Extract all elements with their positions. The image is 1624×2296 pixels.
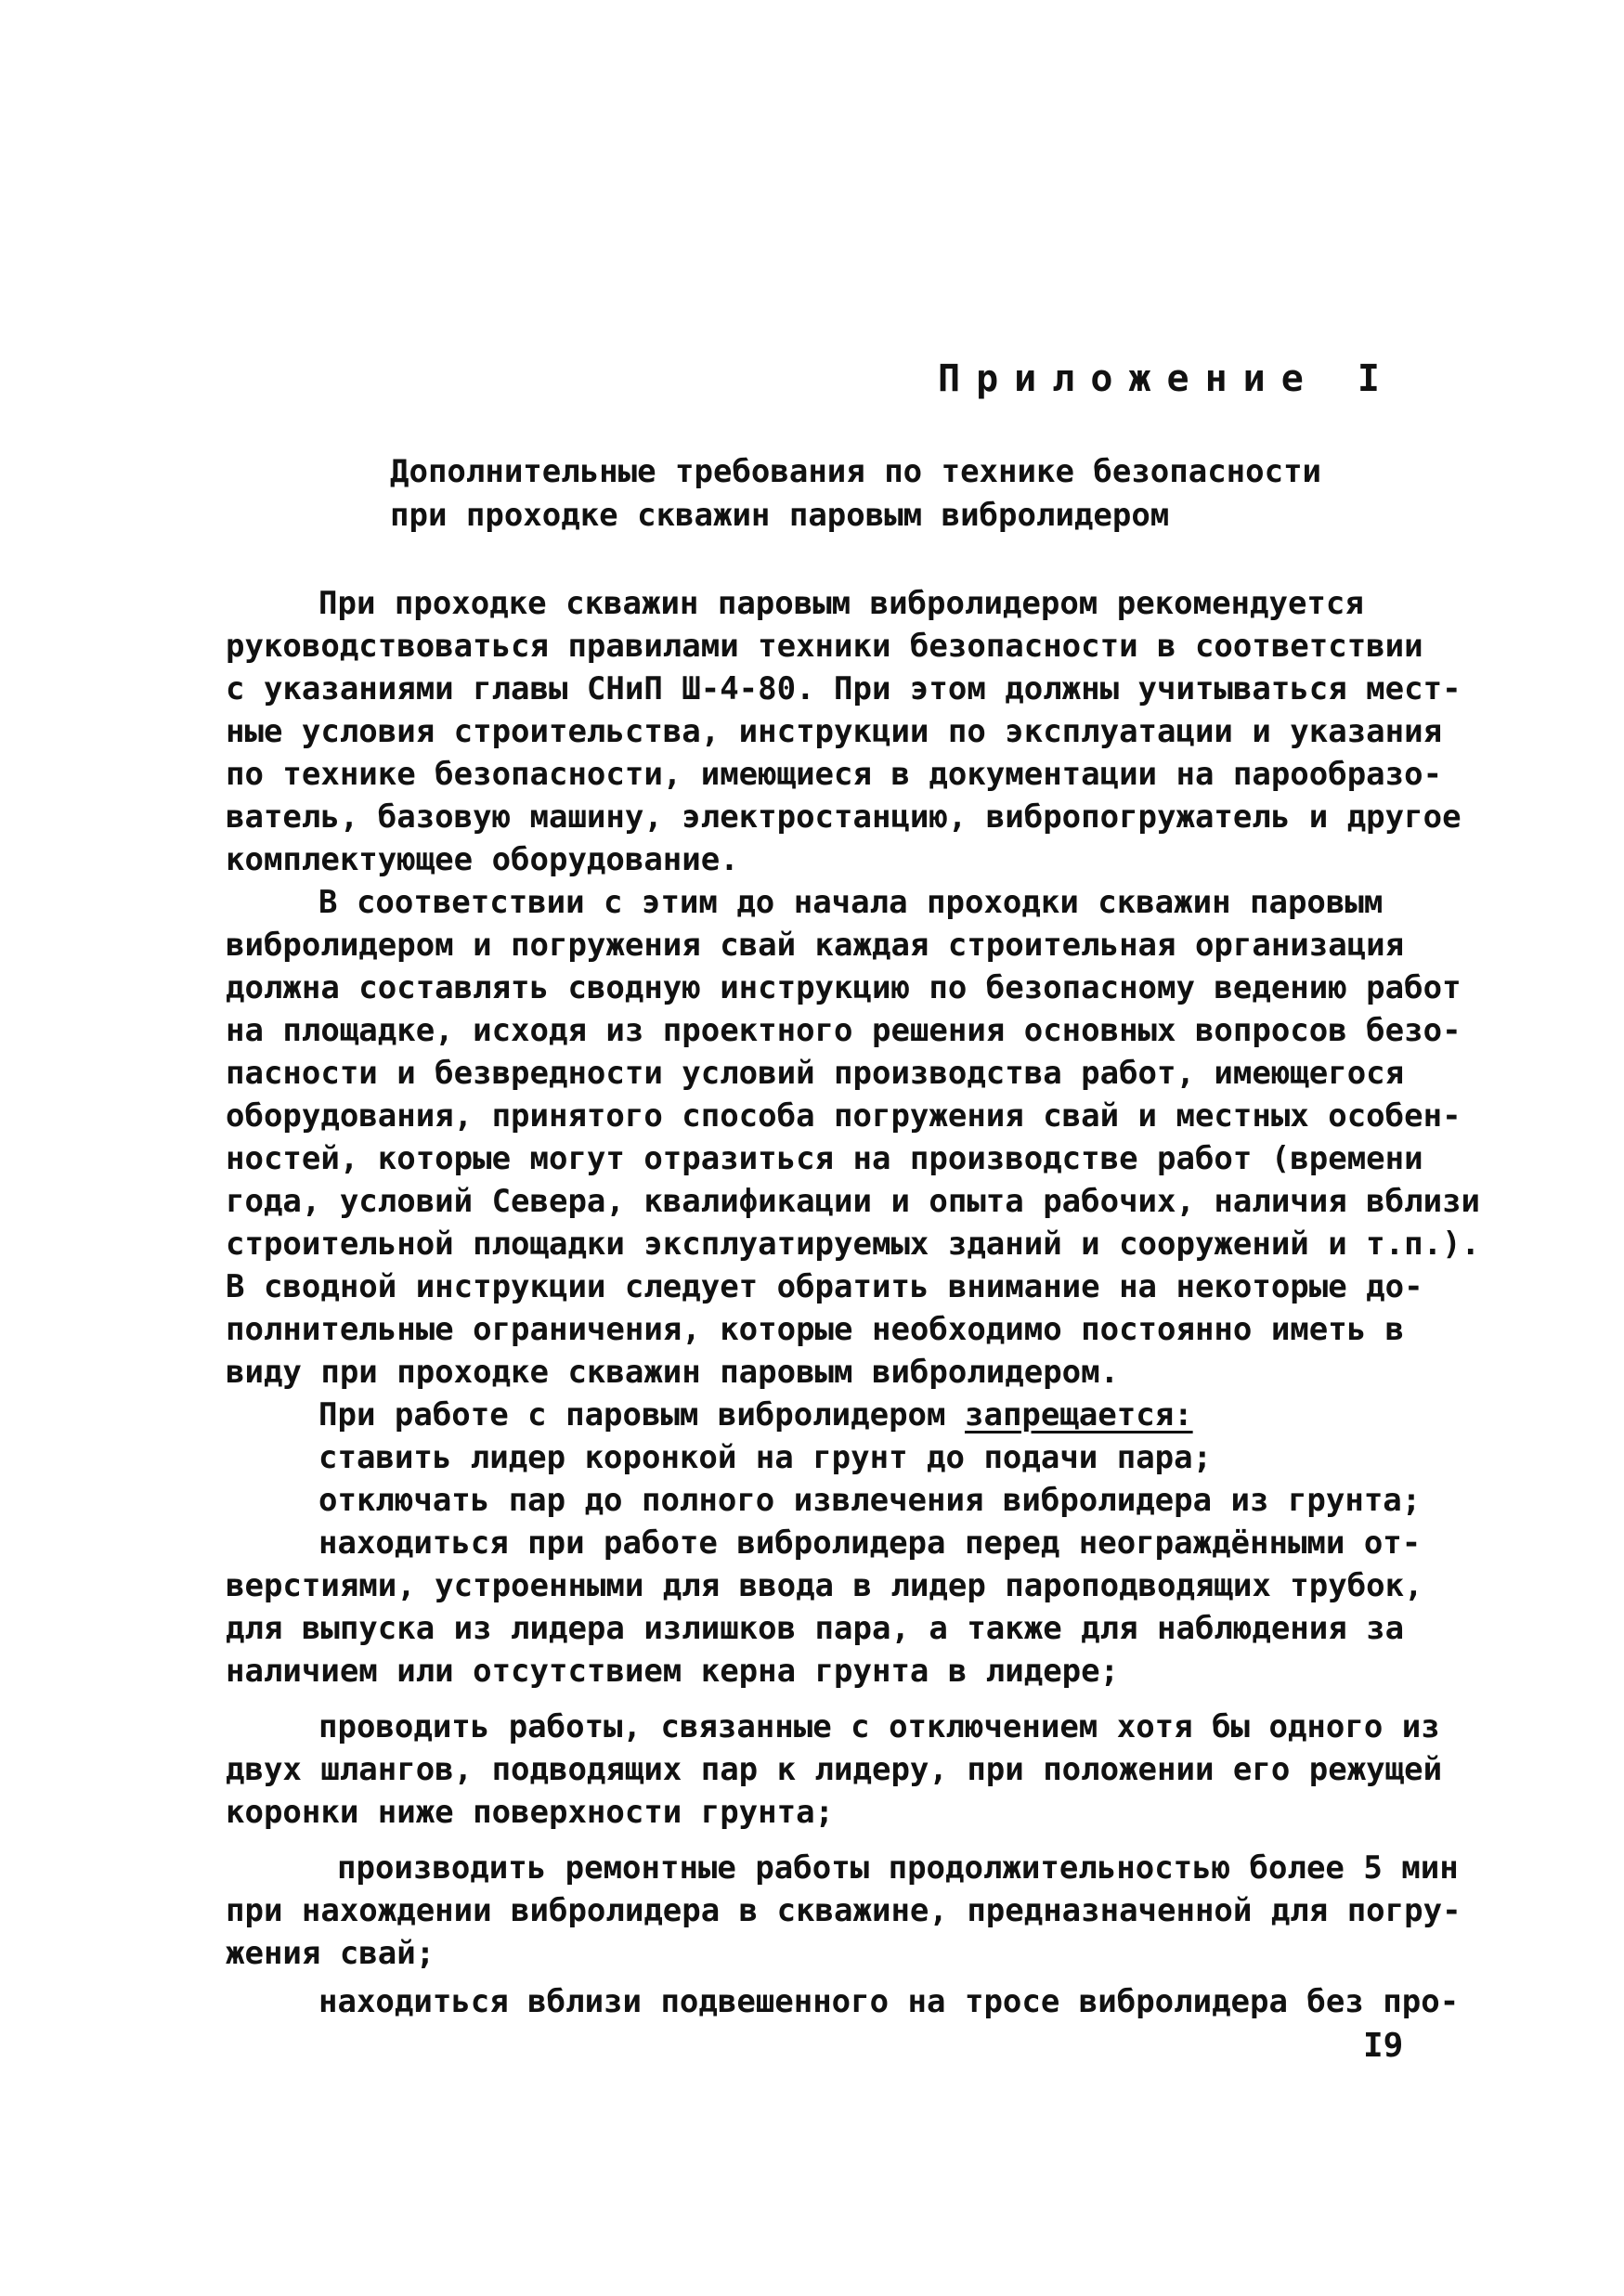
text-line-32: при нахождении вибролидера в скважине, предназначенной для погру-	[226, 1892, 1462, 1929]
page-number: I9	[1363, 2027, 1404, 2065]
text-line-19: виду при проходке скважин паровым вибролидером.	[226, 1354, 1120, 1391]
text-line-33: жения свай;	[226, 1935, 435, 1972]
text-line-18: полнительные ограничения, которые необходимо постоянно иметь в	[226, 1311, 1405, 1348]
prohibited-label: запрещается:	[965, 1396, 1193, 1433]
text-line-9: вибролидером и погружения свай каждая строительная организация	[226, 927, 1405, 964]
text-line-22: ставить лидер коронкой на грунт до подачи пара;	[318, 1439, 1213, 1476]
text-line-3: с указаниями главы СНиП Ш-4-80. При этом должны учитываться мест-	[226, 670, 1462, 707]
prohibition-intro-text: При работе с паровым вибролидером	[318, 1396, 946, 1433]
text-line-17: В сводной инструкции следует обратить внимание на некоторые до-	[226, 1268, 1423, 1305]
text-line-15: года, условий Севера, квалификации и опыта рабочих, наличия вблизи	[226, 1183, 1481, 1220]
text-line-4: ные условия строительства, инструкции по эксплуатации и указания	[226, 713, 1443, 750]
text-line-30: коронки ниже поверхности грунта;	[226, 1794, 835, 1831]
text-line-6: ватель, базовую машину, электростанцию, вибропогружатель и другое	[226, 798, 1462, 836]
text-line-27: наличием или отсутствием керна грунта в лидере;	[226, 1653, 1120, 1690]
text-line-25: верстиями, устроенными для ввода в лидер пароподводящих трубок,	[226, 1567, 1423, 1604]
text-line-29: двух шлангов, подводящих пар к лидеру, при положении его режущей	[226, 1751, 1443, 1788]
text-line-31: производить ремонтные работы продолжительностью более 5 мин	[337, 1849, 1459, 1887]
text-line-24: находиться при работе вибролидера перед неограждёнными от-	[318, 1524, 1422, 1562]
text-line-7: комплектующее оборудование.	[226, 841, 739, 878]
title-line-2: при проходке скважин паровым вибролидером	[390, 497, 1170, 534]
text-line-5: по технике безопасности, имеющиеся в документации на парообразо-	[226, 756, 1443, 793]
text-line-28: проводить работы, связанные с отключением хотя бы одного из	[318, 1708, 1440, 1745]
text-line-13: оборудования, принятого способа погружения свай и местных особен-	[226, 1097, 1462, 1135]
text-line-11: на площадке, исходя из проектного решения основных вопросов безо-	[226, 1012, 1462, 1049]
text-line-8: В соответствии с этим до начала проходки скважин паровым	[318, 884, 1384, 921]
text-line-23: отключать пар до полного извлечения вибролидера из грунта;	[318, 1482, 1422, 1519]
text-line-10: должна составлять сводную инструкцию по безопасному ведению работ	[226, 969, 1462, 1006]
text-line-1: При проходке скважин паровым вибролидером рекомендуется	[318, 585, 1364, 622]
text-line-26: для выпуска из лидера излишков пара, а также для наблюдения за	[226, 1610, 1405, 1647]
text-line-34: находиться вблизи подвешенного на тросе вибролидера без про-	[318, 1983, 1460, 2020]
text-line-14: ностей, которые могут отразиться на производстве работ (времени	[226, 1140, 1423, 1177]
title-line-1: Дополнительные требования по технике безопасности	[390, 453, 1322, 490]
text-line-2: руководствоваться правилами техники безопасности в соответствии	[226, 628, 1423, 665]
appendix-label: Приложение I	[938, 357, 1396, 400]
prohibition-intro	[318, 1396, 1193, 1433]
text-line-12: пасности и безвредности условий производства работ, имеющегося	[226, 1055, 1405, 1092]
text-line-16: строительной площадки эксплуатируемых зданий и сооружений и т.п.).	[226, 1226, 1481, 1263]
